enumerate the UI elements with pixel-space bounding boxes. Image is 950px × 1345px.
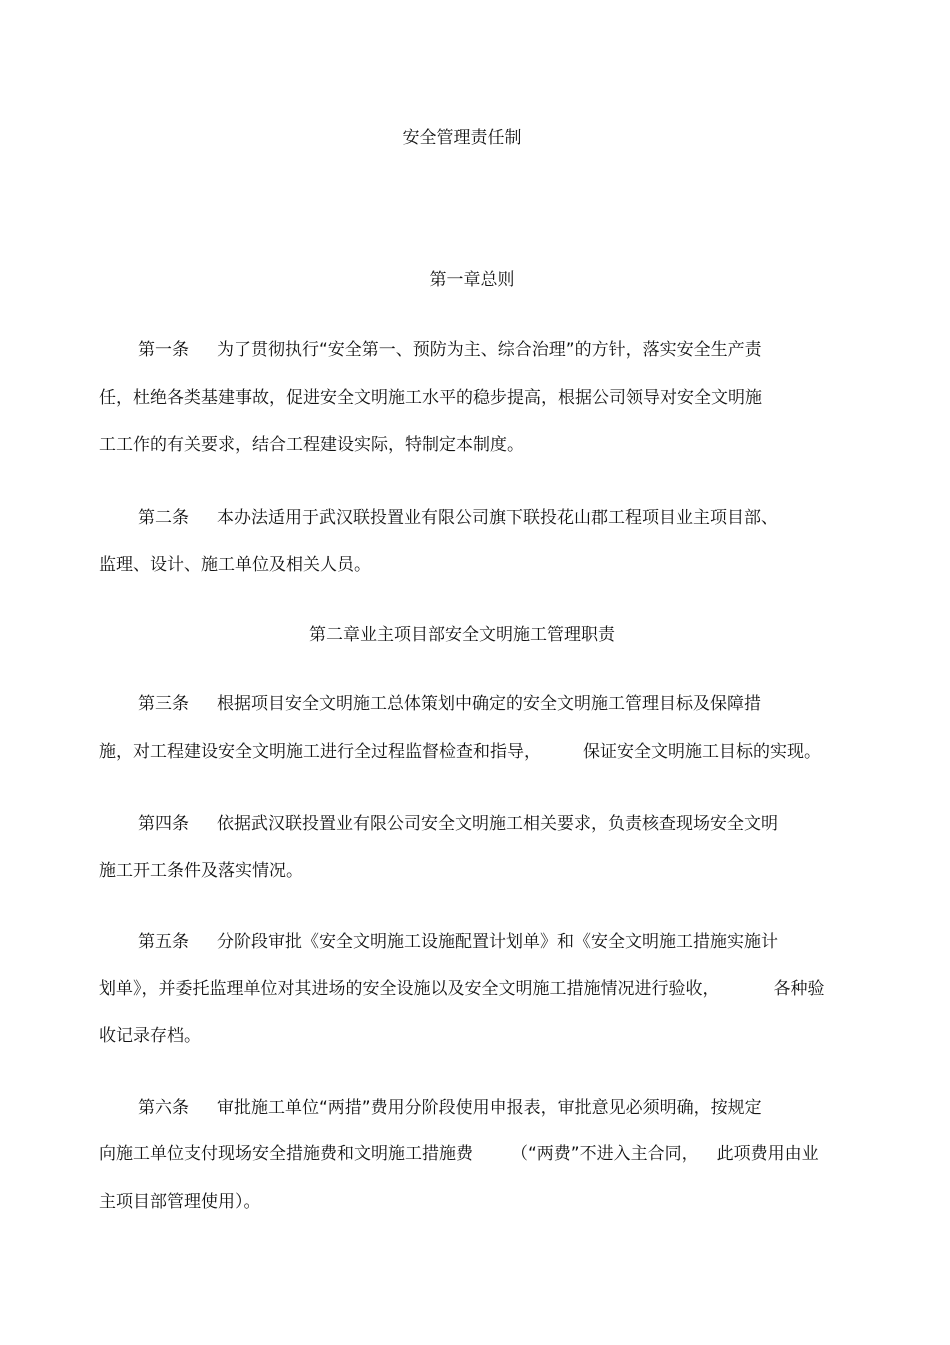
article-4-line-1 (138, 814, 778, 834)
chapter-2-heading: 第二章业主项目部安全文明施工管理职责 (309, 625, 615, 645)
article-4-text-1: 依据武汉联投置业有限公司安全文明施工相关要求，负责核查现场安全文明 (217, 814, 778, 834)
article-2-line-1 (138, 508, 778, 528)
article-1-line-2: 任，杜绝各类基建事故，促进安全文明施工水平的稳步提高，根据公司领导对安全文明施 (99, 388, 762, 408)
article-5-line-2 (99, 979, 825, 999)
article-4-line-2: 施工开工条件及落实情况。 (99, 861, 303, 881)
article-3-line-2 (99, 742, 821, 762)
article-2-line-2: 监理、设计、施工单位及相关人员。 (99, 555, 371, 575)
article-6-text-1: 审批施工单位“两措”费用分阶段使用申报表，审批意见必须明确，按规定 (217, 1098, 762, 1118)
article-3-text-2b: 保证安全文明施工目标的实现。 (583, 742, 821, 762)
chapter-1-heading: 第一章总则 (429, 270, 515, 290)
article-6-line-2 (99, 1144, 819, 1164)
article-5-text-2a: 划单》，并委托监理单位对其进场的安全设施以及安全文明施工措施情况进行验收， (99, 979, 720, 999)
document-title: 安全管理责任制 (402, 128, 522, 148)
article-2-label: 第二条 (138, 508, 189, 528)
article-6-text-2c: 此项费用由业 (716, 1144, 819, 1164)
article-6-label: 第六条 (138, 1098, 189, 1118)
article-5-label: 第五条 (138, 932, 189, 952)
article-1-line-1 (138, 340, 762, 360)
article-3-label: 第三条 (138, 694, 189, 714)
article-2-text-1: 本办法适用于武汉联投置业有限公司旗下联投花山郡工程项目业主项目部、 (217, 508, 778, 528)
article-3-text-2a: 施，对工程建设安全文明施工进行全过程监督检查和指导， (99, 742, 541, 762)
article-5-text-2b: 各种验 (773, 979, 825, 999)
article-3-line-1 (138, 694, 761, 714)
article-6-text-2a: 向施工单位支付现场安全措施费和文明施工措施费 (99, 1144, 473, 1164)
article-4-label: 第四条 (138, 814, 189, 834)
article-6-line-1 (138, 1098, 762, 1118)
article-5-text-1: 分阶段审批《安全文明施工设施配置计划单》和《安全文明施工措施实施计 (217, 932, 778, 952)
article-1-text-1: 为了贯彻执行“安全第一、预防为主、综合治理”的方针，落实安全生产责 (217, 340, 762, 360)
article-5-line-1 (138, 932, 778, 952)
article-6-text-2b: （“两费”不进入主合同， (511, 1144, 699, 1164)
article-3-text-1: 根据项目安全文明施工总体策划中确定的安全文明施工管理目标及保障措 (217, 694, 761, 714)
article-1-label: 第一条 (138, 340, 189, 360)
article-1-line-3: 工工作的有关要求，结合工程建设实际，特制定本制度。 (99, 435, 524, 455)
article-6-line-3: 主项目部管理使用）。 (99, 1192, 261, 1212)
article-5-line-3: 收记录存档。 (99, 1026, 201, 1046)
